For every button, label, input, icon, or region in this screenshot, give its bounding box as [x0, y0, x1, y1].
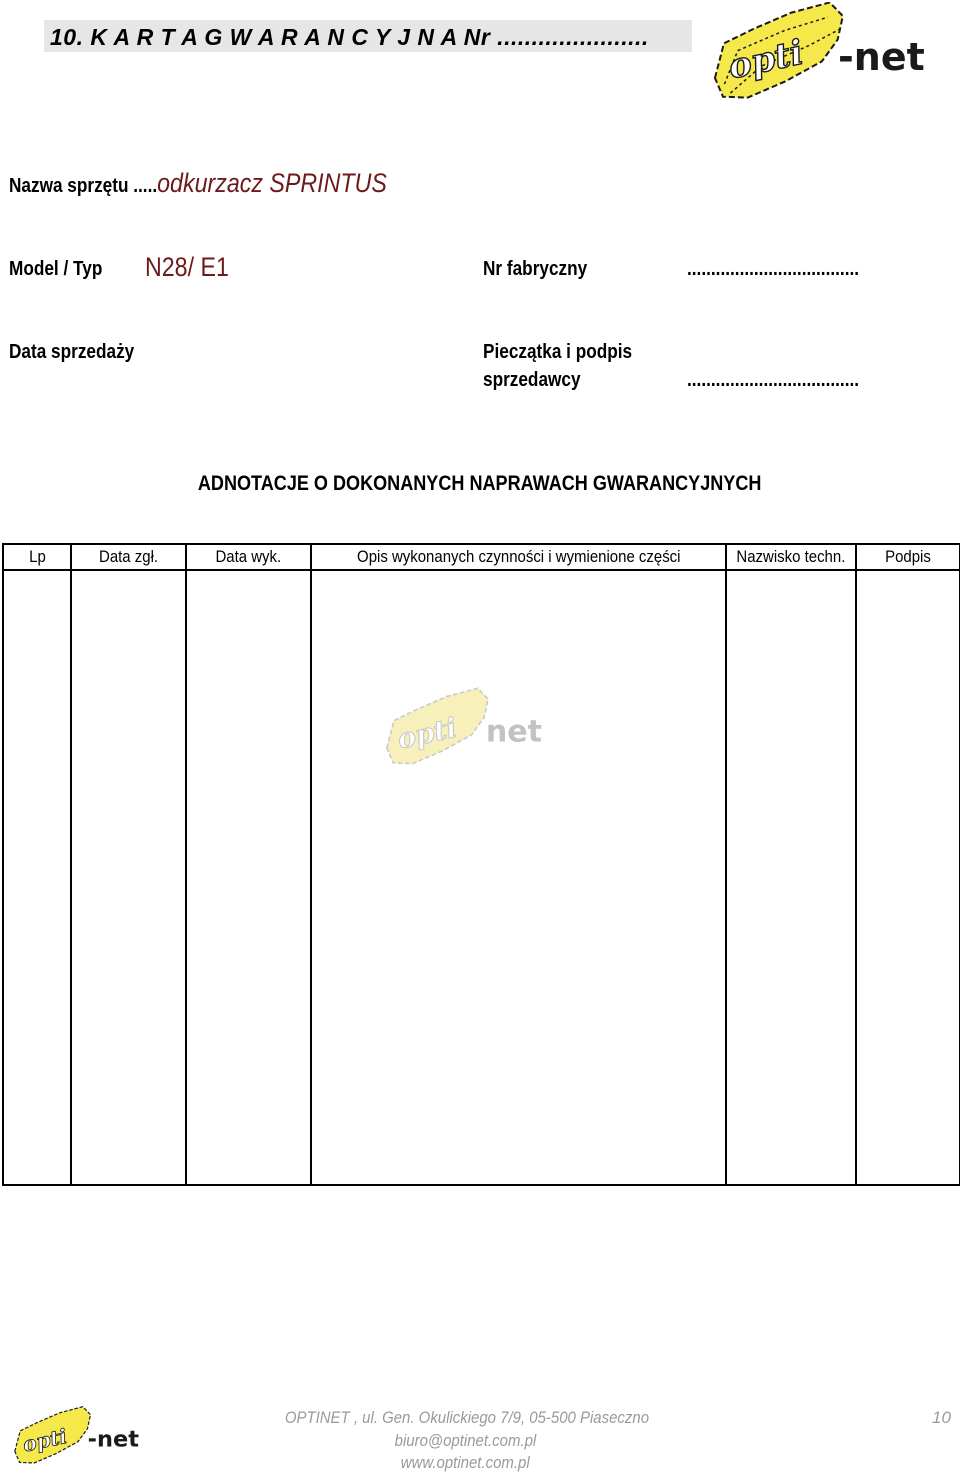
equipment-row — [9, 170, 387, 196]
equipment-value: odkurzacz SPRINTUS — [157, 168, 387, 198]
section-heading-text: ADNOTACJE O DOKONANYCH NAPRAWACH GWARANCYJNYCH — [198, 472, 762, 495]
col-header-lp: Lp — [3, 544, 71, 570]
col-header-signature: Podpis — [856, 544, 960, 570]
footer-website[interactable]: www.optinet.com.pl — [400, 1453, 530, 1472]
cell-lp[interactable] — [3, 570, 71, 1185]
svg-text:-net: -net — [838, 35, 925, 79]
stamp-value: .................................... — [687, 369, 860, 391]
col-header-report-date: Data zgł. — [71, 544, 186, 570]
svg-text:opti: opti — [20, 1423, 70, 1457]
svg-text:net: net — [485, 714, 543, 750]
col-header-completion-date: Data wyk. — [186, 544, 311, 570]
cell-report-date[interactable] — [71, 570, 186, 1185]
footer-email[interactable]: biuro@optinet.com.pl — [394, 1431, 536, 1450]
table-row — [3, 570, 960, 1185]
table-header-row — [3, 544, 960, 570]
model-value: N28/ E1 — [145, 252, 229, 282]
cell-technician[interactable] — [726, 570, 856, 1185]
page-title: 10. K A R T A G W A R A N C Y J N A Nr ...................... — [50, 24, 649, 50]
stamp-label-line2: sprzedawcy — [483, 369, 581, 391]
sale-date-label: Data sprzedaży — [9, 341, 135, 363]
svg-text:-net: -net — [87, 1426, 139, 1453]
col-header-technician: Nazwisko techn. — [726, 544, 856, 570]
serial-label: Nr fabryczny — [483, 258, 588, 280]
serial-value: .................................... — [687, 258, 860, 280]
opti-net-watermark — [375, 680, 565, 775]
cell-completion-date[interactable] — [186, 570, 311, 1185]
col-header-description: Opis wykonanych czynności i wymienione części — [311, 544, 726, 570]
page-number: 10 — [932, 1408, 951, 1427]
cell-signature[interactable] — [856, 570, 960, 1185]
footer-address: OPTINET , ul. Gen. Okulickiego 7/9, 05-500 Piaseczno — [284, 1408, 650, 1427]
opti-net-footer-logo — [6, 1400, 148, 1472]
stamp-label-line1: Pieczątka i podpis — [483, 341, 633, 363]
cell-description[interactable] — [311, 570, 726, 1185]
equipment-label: Nazwa sprzętu ..... — [9, 175, 158, 197]
opti-net-logo — [700, 2, 940, 102]
svg-text:opti: opti — [394, 712, 460, 756]
model-label: Model / Typ — [9, 258, 103, 280]
svg-text:opti: opti — [724, 32, 807, 88]
repairs-table — [2, 543, 960, 1186]
section-heading — [0, 472, 960, 496]
